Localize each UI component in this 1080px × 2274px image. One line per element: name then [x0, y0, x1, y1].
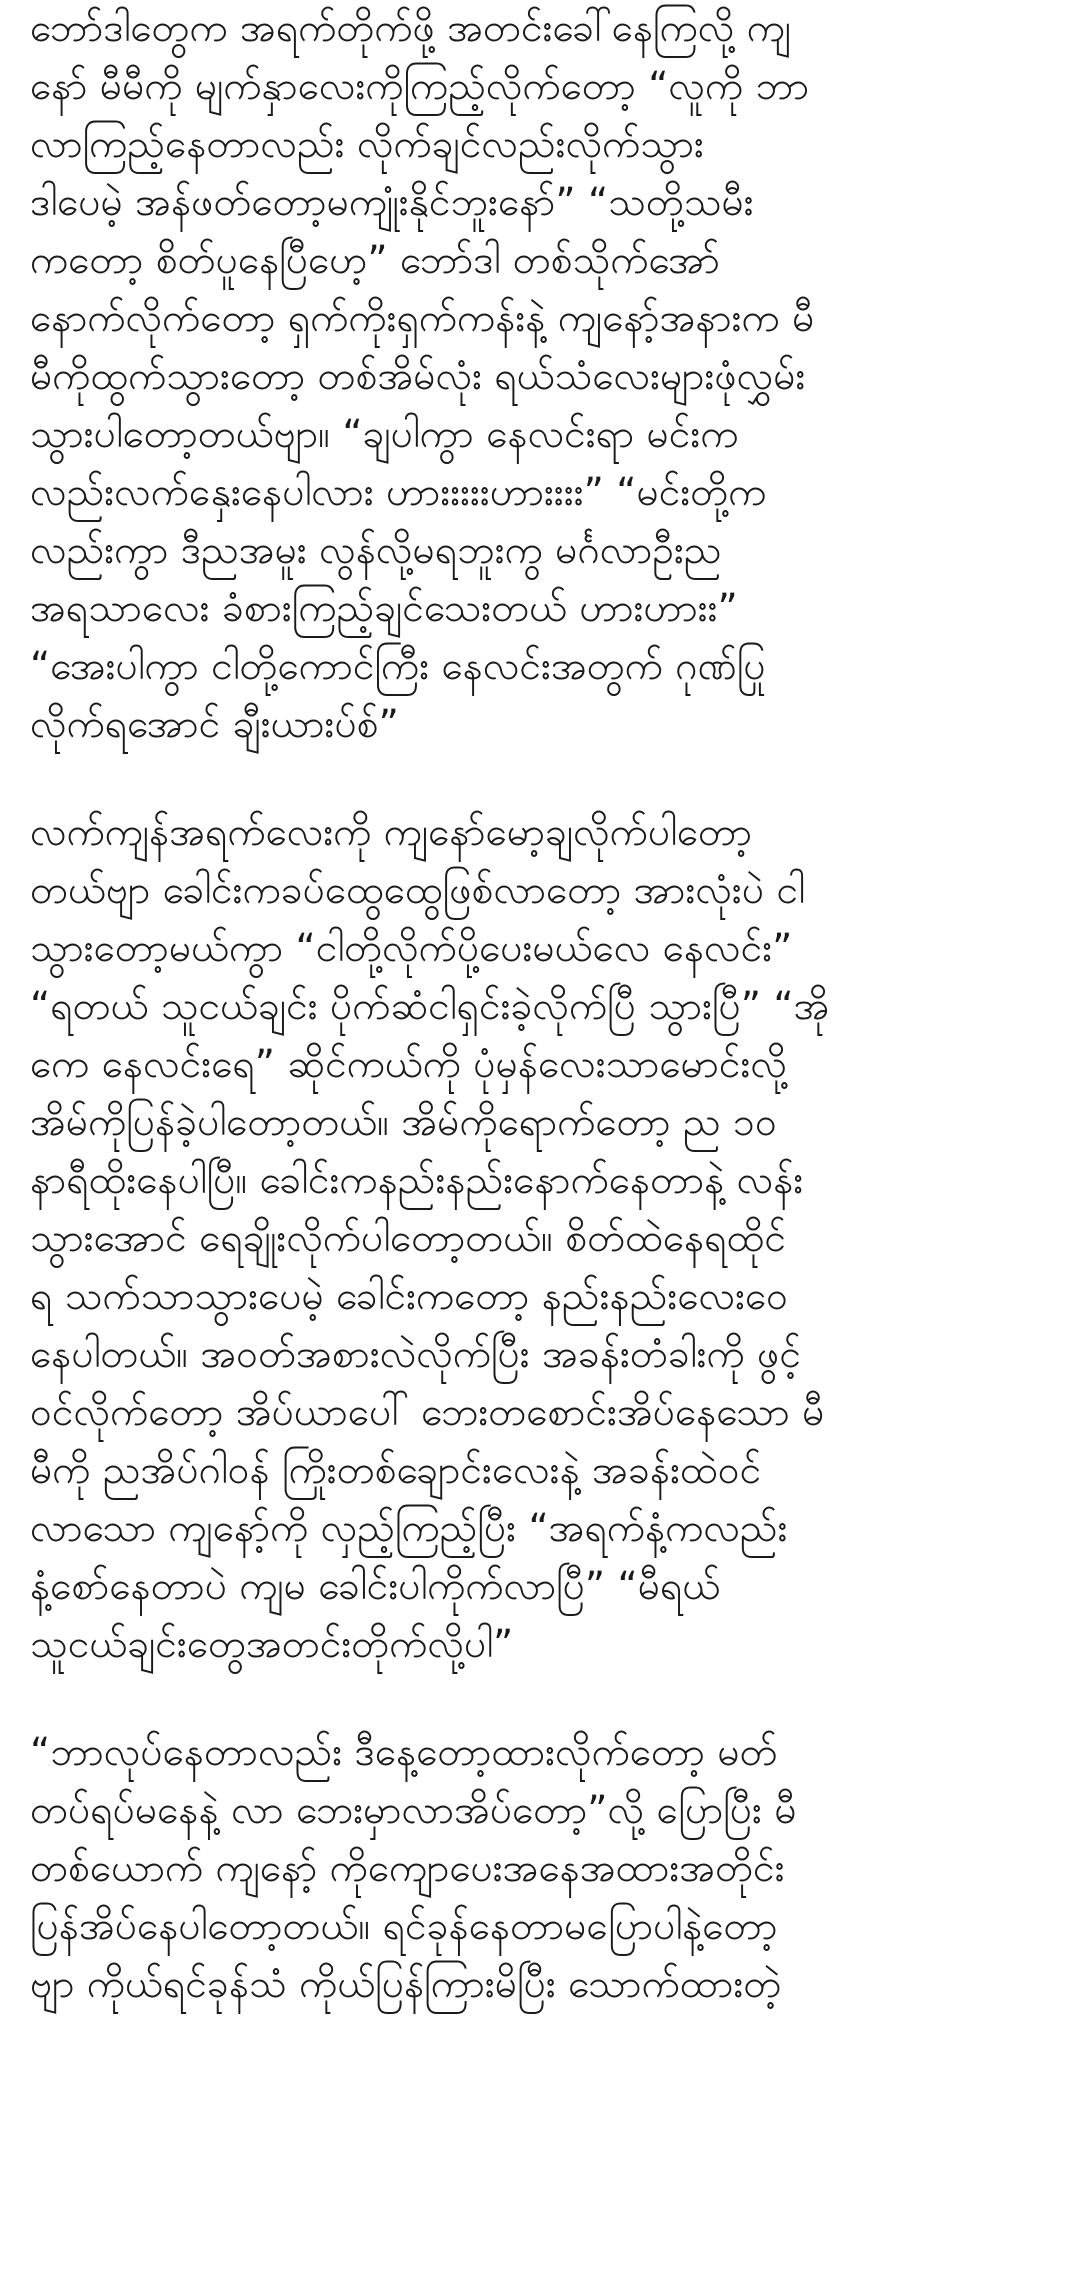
text-line: သူငယ်ချင်းတွေအတင်းတိုက်လို့ပါ”: [30, 1622, 514, 1667]
paragraph-gap: [30, 754, 1060, 804]
text-line: အိမ်ကိုပြန်ခဲ့ပါတော့တယ်။ အိမ်ကိုရောက်တော့ ည ၁၀: [30, 1100, 777, 1145]
text-line: မီကို ညအိပ်ဂါဝန် ကြိုးတစ်ချောင်းလေးနဲ့ အခန်းထဲဝင်: [30, 1448, 762, 1493]
text-line: တပ်ရပ်မနေနဲ့ လာ ဘေးမှာလာအိပ်တော့”လို့ ပြောပြီး မီ: [30, 1788, 797, 1833]
text-line: မီကိုထွက်သွားတော့ တစ်အိမ်လုံး ရယ်သံလေးများဖုံလွှမ်း: [30, 354, 806, 399]
text-line: ဝင်လိုက်တော့ အိပ်ယာပေါ် ဘေးတစောင်းအိပ်နေသော မီ: [30, 1390, 825, 1435]
text-line: “အေးပါကွာ ငါတို့ကောင်ကြီး နေလင်းအတွက် ဂုဏ်ပြု: [30, 644, 766, 689]
paragraph-2: [30, 804, 1060, 1674]
paragraph-3: [30, 1724, 1060, 2014]
article-body: [30, 0, 1060, 2274]
text-line: ဒါပေမဲ့ အန်ဖတ်တော့မကျုံးနိုင်ဘူးနော်” “သတို့သမီး: [30, 180, 754, 225]
text-line: “ရတယ် သူငယ်ချင်း ပိုက်ဆံငါရှင်းခဲ့လိုက်ပြီ သွားပြီ” “အို: [30, 984, 830, 1029]
paragraph-gap: [30, 1674, 1060, 1724]
text-line: နော် မီမီကို မျက်နှာလေးကိုကြည့်လိုက်တော့ “လူကို ဘာ: [30, 64, 810, 109]
text-line: လာကြည့်နေတာလည်း လိုက်ချင်လည်းလိုက်သွား: [30, 122, 704, 167]
text-line: နံ့စော်နေတာပဲ ကျမ ခေါင်းပါကိုက်လာပြီ” “မီရယ်: [30, 1564, 721, 1609]
text-line: ဗျာ ကိုယ်ရင်ခုန်သံ ကိုယ်ပြန်ကြားမိပြီး သောက်ထားတဲ့: [30, 1962, 782, 2007]
text-line: နာရီထိုးနေပါပြီ။ ခေါင်းကနည်းနည်းနောက်နေတာနဲ့ လန်း: [30, 1158, 804, 1203]
text-line: တစ်ယောက် ကျနော့် ကိုကျောပေးအနေအထားအတိုင်း: [30, 1846, 785, 1891]
text-line: လာသော ကျနော့်ကို လှည့်ကြည့်ပြီး “အရက်နံ့ကလည်း: [30, 1506, 788, 1551]
text-line: လည်းလက်နှေးနေပါလား ဟားးးးးဟားးးး” “မင်းတို့က: [30, 470, 767, 515]
text-line: ကေ နေလင်းရေ” ဆိုင်ကယ်ကို ပုံမှန်လေးသာမောင်းလို့: [30, 1042, 787, 1087]
text-line: လိုက်ရအောင် ချီးယားပ်စ်”: [30, 702, 399, 747]
text-line: နောက်လိုက်တော့ ရှက်ကိုးရှက်ကန်းနဲ့ ကျနော့်အနားက မီ: [30, 296, 815, 341]
text-line: ဘော်ဒါတွေက အရက်တိုက်ဖို့ အတင်းခေါ်နေကြလို့ ကျ: [30, 6, 792, 51]
text-line: ပြန်အိပ်နေပါတော့တယ်။ ရင်ခုန်နေတာမပြောပါနဲ့တော့: [30, 1904, 778, 1949]
text-line: လက်ကျန်အရက်လေးကို ကျနော်မော့ချလိုက်ပါတော့: [30, 810, 753, 855]
text-line: လည်းကွာ ဒီညအမူး လွန်လို့မရဘူးကွ မင်္ဂလာဦးည: [30, 528, 722, 573]
text-line: ရ သက်သာသွားပေမဲ့ ခေါင်းကတော့ နည်းနည်းလေးဝေ: [30, 1274, 789, 1319]
text-line: ကတော့ စိတ်ပူနေပြီဟေ့” ဘော်ဒါ တစ်သိုက်အော်: [30, 238, 720, 283]
text-line: သွားပါတော့တယ်ဗျာ။ “ချပါကွာ နေလင်းရာ မင်းက: [30, 412, 739, 457]
text-line: သွားအောင် ရေချိုးလိုက်ပါတော့တယ်။ စိတ်ထဲနေရထိုင်: [30, 1216, 786, 1261]
text-line: သွားတော့မယ်ကွာ “ငါတို့လိုက်ပို့ပေးမယ်လေ နေလင်း”: [30, 926, 793, 971]
text-line: အရသာလေး ခံစားကြည့်ချင်သေးတယ် ဟားဟားး”: [30, 586, 738, 631]
text-line: တယ်ဗျာ ခေါင်းကခပ်ထွေထွေဖြစ်လာတော့ အားလုံးပဲ ငါ: [30, 868, 805, 913]
paragraph-1: [30, 0, 1060, 754]
text-line: နေပါတယ်။ အဝတ်အစားလဲလိုက်ပြီး အခန်းတံခါးကို ဖွင့်: [30, 1332, 801, 1377]
text-line: “ဘာလုပ်နေတာလည်း ဒီနေ့တော့ထားလိုက်တော့ မတ်: [30, 1730, 778, 1775]
